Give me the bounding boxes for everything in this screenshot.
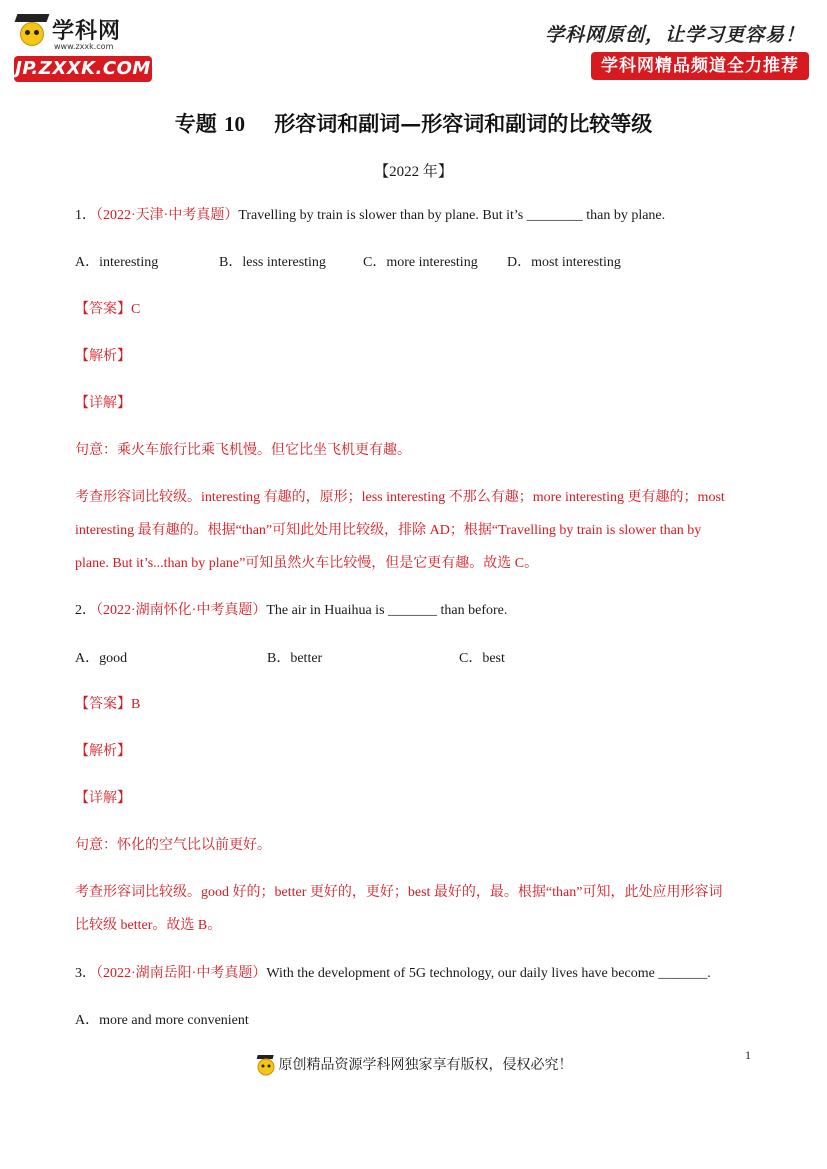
detail-label: 【详解】 [75, 791, 131, 806]
explanation-line: interesting 最有趣的。根据“than”可知此处用比较级，排除 AD；根据“Travelling by train is slower than by [75, 523, 702, 538]
page-number: 1 [745, 1048, 751, 1062]
mascot-eye-icon [34, 30, 39, 35]
year-heading: 【2022 年】 [374, 164, 453, 180]
question-text: The air in Huaihua is _______ than before. [266, 603, 508, 618]
title-text: 形容词和副词—形容词和副词的比较等级 [274, 111, 653, 136]
copyright-text: 原创精品资源学科网独家享有版权，侵权必究！ [278, 1057, 573, 1073]
question-2-stem [75, 599, 507, 619]
question-3-options [75, 1009, 249, 1029]
title-number: 10 [224, 112, 246, 136]
question-2-options [75, 647, 775, 667]
slogan-badge: 学科网精品频道全力推荐 [591, 52, 809, 80]
analysis-label: 【解析】 [75, 349, 131, 364]
question-number: 3． [75, 966, 96, 981]
question-source: （2022·湖南怀化·中考真题） [96, 603, 267, 618]
explanation-line: 考查形容词比较级。interesting 有趣的，原形；less interesting 不那么有趣；more interesting 更有趣的；most [75, 490, 725, 505]
footer-copyright [0, 1054, 827, 1076]
answer: 【答案】C [75, 302, 141, 317]
option-b[interactable]: B．better [267, 651, 323, 666]
option-a[interactable]: A．interesting [75, 255, 159, 270]
brand-url: www.zxxk.com [54, 42, 114, 51]
option-a[interactable]: A．good [75, 651, 128, 666]
option-c[interactable]: C．best [459, 651, 505, 666]
document-title [0, 108, 827, 138]
mascot-eye-icon [25, 30, 30, 35]
option-b[interactable]: B．less interesting [219, 255, 326, 270]
explanation-line: 考查形容词比较级。good 好的；better 更好的，更好；best 最好的，最。根据“than”可知，此处应用形容词 [75, 885, 723, 900]
question-source: （2022·湖南岳阳·中考真题） [96, 966, 267, 981]
question-3-stem [75, 962, 711, 982]
brand-name: 学科网 [52, 19, 122, 44]
answer: 【答案】B [75, 697, 141, 712]
option-d[interactable]: D．most interesting [507, 255, 621, 270]
title-prefix: 专题 [174, 111, 217, 136]
sentence-meaning: 句意：怀化的空气比以前更好。 [75, 838, 271, 853]
question-source: （2022·天津·中考真题） [96, 208, 239, 223]
brand-badge-link[interactable]: JP.ZXXK.COM [14, 56, 152, 82]
mascot-icon [15, 14, 50, 22]
option-c[interactable]: C．more interesting [363, 255, 478, 270]
analysis-label: 【解析】 [75, 744, 131, 759]
option-a[interactable]: A．more and more convenient [75, 1013, 249, 1028]
mascot-footer-icon [255, 1054, 277, 1076]
question-number: 2． [75, 603, 96, 618]
question-1-options [75, 251, 775, 271]
header-slogan: 学科网原创，让学习更容易！ [544, 24, 805, 46]
detail-label: 【详解】 [75, 396, 131, 411]
explanation-line: plane. But it’s...than by plane”可知虽然火车比较慢，但是它更有趣。故选 C。 [75, 556, 539, 571]
question-number: 1． [75, 208, 96, 223]
question-1-stem [75, 204, 665, 224]
explanation-line: 比较级 better。故选 B。 [75, 918, 222, 933]
question-text: Travelling by train is slower than by plane. But it’s ________ than by plane. [238, 208, 666, 223]
mascot-head-icon [20, 22, 44, 46]
question-text: With the development of 5G technology, our daily lives have become _______. [266, 966, 711, 981]
sentence-meaning: 句意：乘火车旅行比乘飞机慢。但它比坐飞机更有趣。 [75, 443, 411, 458]
